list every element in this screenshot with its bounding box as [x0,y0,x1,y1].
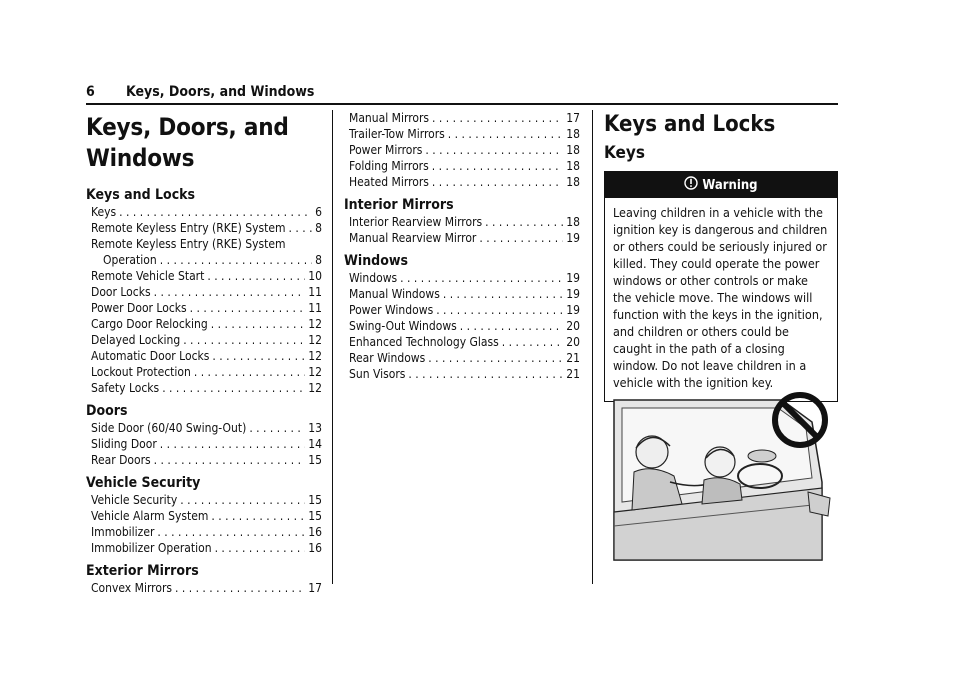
toc-page-number: 20 [566,319,580,333]
toc-entry [86,420,322,436]
dot-leader [460,318,563,334]
toc-page-number: 15 [308,453,322,467]
dot-leader [160,436,305,452]
toc-entry-text: Remote Vehicle Start [91,269,205,283]
toc-entry-text: Door Locks [91,285,151,299]
warning-box [604,171,838,402]
dot-leader [432,174,563,190]
toc-sections [86,186,322,596]
toc-entry [344,350,580,366]
toc-entry [344,270,580,286]
toc-page-number: 21 [566,351,580,365]
toc-entry [86,508,322,524]
toc-entry-text: Rear Windows [349,351,426,365]
dot-leader [207,268,305,284]
warning-icon [684,175,698,195]
content-column [604,110,840,402]
toc-page-number: 12 [308,333,322,347]
toc-entry [86,492,322,508]
toc-page-number: 11 [308,301,322,315]
dot-leader [157,524,305,540]
dot-leader [425,142,563,158]
toc-entry-text: Lockout Protection [91,365,191,379]
toc-entry-text: Keys [91,205,117,219]
toc-entry-continuation [91,252,322,268]
toc-entry [344,174,580,190]
toc-entry-text: Manual Mirrors [349,111,430,125]
toc-entry [344,126,580,142]
toc-page-number: 12 [308,349,322,363]
dot-leader [249,420,305,436]
toc-entry [86,524,322,540]
warning-header [605,172,837,198]
toc-entry-text: Manual Rearview Mirror [349,231,477,245]
dot-leader [289,220,313,236]
header-divider [86,103,838,105]
dot-leader [432,158,564,174]
dot-leader [443,286,563,302]
toc-entry [86,220,322,236]
toc-entry-text: Delayed Locking [91,333,181,347]
toc-entry [86,364,322,380]
child-in-vehicle-illustration [612,392,834,562]
toc-page-number: 16 [308,541,322,555]
toc-entry [344,158,580,174]
toc-section [86,402,322,468]
toc-section [344,196,580,246]
dot-leader [428,350,563,366]
dot-leader [400,270,563,286]
toc-section-title: Doors [86,403,128,419]
toc-entry [344,286,580,302]
toc-section [86,186,322,396]
toc-entry [344,318,580,334]
toc-page-number: 15 [308,509,322,523]
toc-entry [344,334,580,350]
toc-entry [86,380,322,396]
toc-entry-text-cont: Operation [103,253,157,267]
toc-entry [86,436,322,452]
dot-leader [154,452,306,468]
toc-entry [344,302,580,318]
toc-page-number: 20 [566,335,580,349]
toc-page-number: 10 [308,269,322,283]
toc-entry-text: Power Mirrors [349,143,423,157]
toc-entry-text: Sliding Door [91,437,157,451]
toc-entry-text: Convex Mirrors [91,581,172,595]
toc-page-number: 15 [308,493,322,507]
toc-entry [86,300,322,316]
toc-entry [86,580,322,596]
toc-page-number: 16 [308,525,322,539]
toc-entry [344,110,580,126]
warning-text: Leaving children in a vehicle with the ignition key is dangerous and children or others could be seriously injured or killed. They could operate the power windows or other controls or make the vehicle move. The windows will function with the keys in the ignition, and children or others could be caught in the path of a closing window. Do not leave children in a vehicle with the ignition key. [613,205,828,390]
dot-leader [154,284,306,300]
toc-section-title: Windows [344,253,408,269]
dot-leader [183,332,305,348]
toc-page-number: 19 [566,303,580,317]
toc-entry-text: Safety Locks [91,381,160,395]
dot-leader [175,580,305,596]
toc-entry [344,214,580,230]
toc-page-number: 19 [566,231,580,245]
toc-list [344,270,580,382]
toc-entry-text: Immobilizer Operation [91,541,212,555]
toc-entry [86,332,322,348]
toc-entry-text: Immobilizer [91,525,155,539]
dot-leader [448,126,563,142]
dot-leader [160,252,312,268]
toc-list [86,204,322,396]
toc-entry-text: Heated Mirrors [349,175,429,189]
toc-page-number: 14 [308,437,322,451]
column-divider-2 [592,110,593,584]
section-title: Keys and Locks [604,112,776,137]
dot-leader [211,316,306,332]
toc-entry [344,366,580,382]
toc-entry [344,230,580,246]
toc-page-number: 8 [315,253,322,267]
toc-entry [344,142,580,158]
running-title: Keys, Doors, and Windows [126,84,315,100]
dot-leader [194,364,305,380]
toc-section-title: Vehicle Security [86,475,201,491]
dot-leader [485,214,563,230]
toc-entry-text: Interior Rearview Mirrors [349,215,483,229]
toc-entry-text: Remote Keyless Entry (RKE) System [91,221,286,235]
toc-section [344,252,580,382]
toc-entry [86,540,322,556]
column-divider-1 [332,110,333,584]
toc-entry [86,204,322,220]
toc-column-2 [344,110,580,388]
toc-sections [344,196,580,382]
toc-entry-text: Side Door (60/40 Swing-Out) [91,421,247,435]
toc-entry [86,452,322,468]
toc-entry-text: Power Door Locks [91,301,187,315]
toc-page-number: 19 [566,287,580,301]
dot-leader [212,348,305,364]
page-header [86,84,838,104]
dot-leader [479,230,563,246]
toc-page-number: 18 [566,127,580,141]
dot-leader [190,300,306,316]
toc-page-number: 17 [566,111,580,125]
dot-leader [162,380,305,396]
toc-entry-text: Manual Windows [349,287,440,301]
toc-page-number: 18 [566,159,580,173]
toc-page-number: 11 [308,285,322,299]
toc-page-number: 19 [566,271,580,285]
toc-section-title: Exterior Mirrors [86,563,199,579]
page-number: 6 [86,84,95,100]
toc-section-title: Keys and Locks [86,187,196,203]
toc-section [86,474,322,556]
toc-page-number: 6 [315,205,322,219]
toc-page-number: 18 [566,175,580,189]
toc-entry-text: Cargo Door Relocking [91,317,208,331]
toc-list [86,492,322,556]
dot-leader [432,110,563,126]
toc-page-number: 21 [566,367,580,381]
toc-entry-text: Trailer-Tow Mirrors [349,127,445,141]
toc-entry-text: Vehicle Alarm System [91,509,209,523]
dot-leader [408,366,563,382]
toc-entry-text: Windows [349,271,398,285]
toc-entry [86,316,322,332]
toc-list [86,420,322,468]
toc-list [344,214,580,246]
toc-entry-text: Remote Keyless Entry (RKE) System [91,237,286,251]
toc-page-number: 17 [308,581,322,595]
toc-entry-text: Enhanced Technology Glass [349,335,499,349]
dot-leader [119,204,312,220]
dot-leader [211,508,305,524]
toc-page-number: 12 [308,381,322,395]
toc-section [86,562,322,596]
toc-page-number: 13 [308,421,322,435]
toc-page-number: 12 [308,317,322,331]
toc-list [344,110,580,190]
toc-page-number: 18 [566,143,580,157]
toc-entry-text: Sun Visors [349,367,406,381]
toc-entry-text: Folding Mirrors [349,159,429,173]
toc-page-number: 18 [566,215,580,229]
toc-entry-text: Automatic Door Locks [91,349,210,363]
chapter-title: Keys, Doors, and Windows [86,113,289,172]
toc-entry [86,348,322,364]
toc-entry [86,236,322,268]
dot-leader [180,492,305,508]
dot-leader [215,540,306,556]
toc-entry-text: Power Windows [349,303,434,317]
prohibition-icon [770,390,830,450]
dot-leader [502,334,564,350]
warning-label: Warning [702,177,758,193]
dot-leader [436,302,563,318]
toc-entry [86,284,322,300]
toc-entry-text: Rear Doors [91,453,151,467]
toc-page-number: 8 [315,221,322,235]
toc-section-title: Interior Mirrors [344,197,454,213]
toc-list [86,580,322,596]
toc-entry-text: Swing-Out Windows [349,319,457,333]
toc-entry [86,268,322,284]
subsection-title: Keys [604,143,646,163]
toc-page-number: 12 [308,365,322,379]
toc-column-1 [86,110,322,602]
toc-entry-text: Vehicle Security [91,493,178,507]
